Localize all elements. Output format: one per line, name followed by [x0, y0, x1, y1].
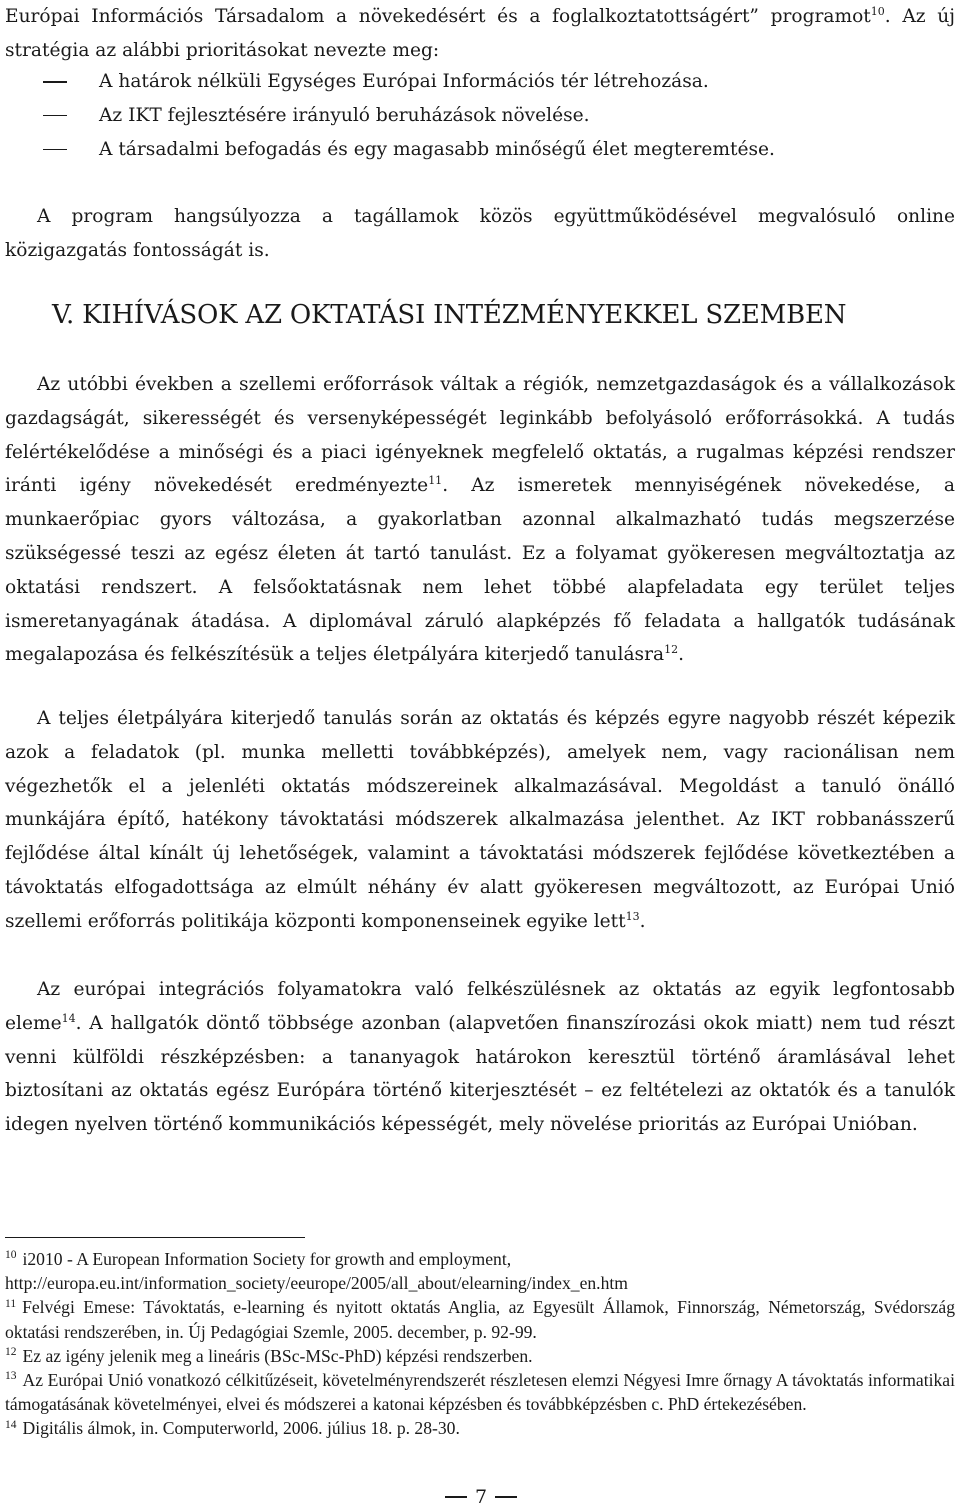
footnote-text: Az Európai Unió vonatkozó célkitűzéseit, követelményrendszerét részletesen elemzi Négyesi Imre őrnagy A távoktatás informatikai támogatásának követelményei, elvei és módszerei a katonai képzésben és továbbképzésben c. PhD értekezésében. — [5, 1370, 955, 1415]
footnote-ref-12[interactable]: 12 — [664, 643, 679, 657]
footnote-number: 11 — [5, 1297, 17, 1310]
challenges-text-1: Az utóbbi években a szellemi erőforrások váltak a régiók, nemzetgazdaságok és a vállalkozások gazdagságát, sikerességét és versenyképességét leginkább befolyásoló erőforrásokká. A tudás felértékelődése a minőségi és a piaci igényeknek megfelelő oktatás, a rugalmas képzési rendszer iránti igény növekedését eredményezte — [5, 374, 955, 497]
page-number-value: 7 — [475, 1486, 488, 1508]
priority-text: Az IKT fejlesztésére irányuló beruházások növelése. — [99, 104, 590, 126]
page-number-rule-left — [445, 1496, 467, 1497]
challenges-text-2: . Az ismeretek mennyiségének növekedése, a munkaerőpiac gyors változása, a gyakorlatban azonnal alkalmazható tudás megszerzése szükségessé teszi az egész életen át tartó tanulást. Ez a folyamat gyökeresen megváltoztatja az oktatási rendszert. A felsőoktatásnak nem lehet többé alapfeladata egy terület teljes ismeretanyagának átadása. A diplomával záruló alapképzés fő feladata a hallgatók tudásának megalapozása és felkészítésük a teljes életpályára kiterjedő tanulásra — [5, 475, 955, 666]
footnote-link[interactable]: http://europa.eu.int/information_society/eeurope/2005/all_about/elearning/index_en.htm — [5, 1273, 628, 1294]
page-number-rule-right — [495, 1496, 517, 1497]
integration-text-1: Az európai integrációs folyamatokra való felkészülésnek az oktatás az egyik legfontosabb eleme — [5, 979, 955, 1034]
lifelong-tail: . — [639, 910, 646, 932]
list-item — [5, 133, 955, 167]
list-item — [5, 99, 955, 133]
integration-text-2: . A hallgatók döntő többsége azonban (alapvetően finanszírozási okok miatt) nem tud részt venni külföldi részképzésben: a tananyagok határokon keresztül történő áramlásával lehet biztosítani az oktatás egész Európára történő kiterjesztését – ez feltételezi az oktatók és a tanulók idegen nyelven történő kommunikációs képességét, mely növelése prioritás az Európai Unióban. — [5, 1012, 955, 1136]
footnote-10 — [5, 1247, 955, 1295]
challenges-text-3: . — [678, 644, 684, 666]
intro-text: Európai Információs Társadalom a növekedésért és a foglalkoztatottságért” programot — [5, 6, 871, 27]
footnotes — [5, 1247, 955, 1441]
footnote-14 — [5, 1416, 955, 1440]
footnote-number: 12 — [5, 1345, 17, 1358]
footnote-number: 14 — [5, 1418, 17, 1431]
footnote-divider — [5, 1237, 305, 1238]
footnote-12 — [5, 1344, 955, 1368]
footnote-number: 13 — [5, 1370, 17, 1383]
section-heading: V. KIHÍVÁSOK AZ OKTATÁSI INTÉZMÉNYEKKEL SZEMBEN — [52, 300, 847, 330]
priority-text: A határok nélküli Egységes Európai Információs tér létrehozása. — [99, 71, 709, 92]
integration-paragraph — [5, 973, 955, 1142]
footnote-11 — [5, 1295, 955, 1343]
footnote-number: 10 — [5, 1249, 17, 1262]
footnote-ref-10[interactable]: 10 — [870, 4, 885, 18]
priority-text: A társadalmi befogadás és egy magasabb minőségű élet megteremtése. — [99, 138, 775, 160]
footnote-ref-14[interactable]: 14 — [61, 1011, 76, 1025]
footnote-ref-13[interactable]: 13 — [625, 909, 640, 923]
challenges-paragraph — [5, 368, 955, 672]
program-paragraph: A program hangsúlyozza a tagállamok közös együttműködésével megvalósuló online közigazgatás fontosságát is. — [5, 206, 955, 261]
page-number — [445, 1486, 517, 1508]
lifelong-text: A teljes életpályára kiterjedő tanulás során az oktatás és képzés egyre nagyobb részét képezik azok a feladatok (pl. munka melletti továbbképzés), amelyek nem, vagy racionálisan nem végezhetők el a jelenléti oktatás módszereinek alkalmazásával. Megoldást a tanuló önálló munkájára építő, hatékony távoktatási módszerek alkalmazása jelenthet. Az IKT robbanásszerű fejlődése által kínált új lehetőségek, valamint a távoktatási módszerek fejlődése következtében a távoktatás elfogadottsága az elmúlt néhány év alatt gyökeresen megváltozott, az Európai Unió szellemi erőforrás politikája központi komponenseinek egyike lett — [5, 708, 955, 932]
footnote-ref-11[interactable]: 11 — [428, 474, 443, 488]
intro-paragraph — [5, 0, 955, 68]
intro-tail: . Az új stratégia az alábbi prioritásokat nevezte meg: — [5, 6, 955, 61]
priority-list — [5, 65, 955, 166]
footnote-text: Ez az igény jelenik meg a lineáris (BSc-MSc-PhD) képzési rendszerben. — [22, 1345, 533, 1366]
lifelong-paragraph — [5, 702, 955, 939]
footnote-text: Digitális álmok, in. Computerworld, 2006. július 18. p. 28-30. — [22, 1418, 460, 1439]
footnote-13 — [5, 1368, 955, 1416]
footnote-text: Felvégi Emese: Távoktatás, e-learning és nyitott oktatás Anglia, az Egyesült Államok, Finnország, Németország, Svédország oktatási rendszerében, in. Új Pedagógiai Szemle, 2005. december, p. 92-99. — [5, 1297, 955, 1342]
footnote-text: i2010 - A European Information Society for growth and employment, — [22, 1249, 512, 1269]
list-item — [5, 65, 955, 99]
